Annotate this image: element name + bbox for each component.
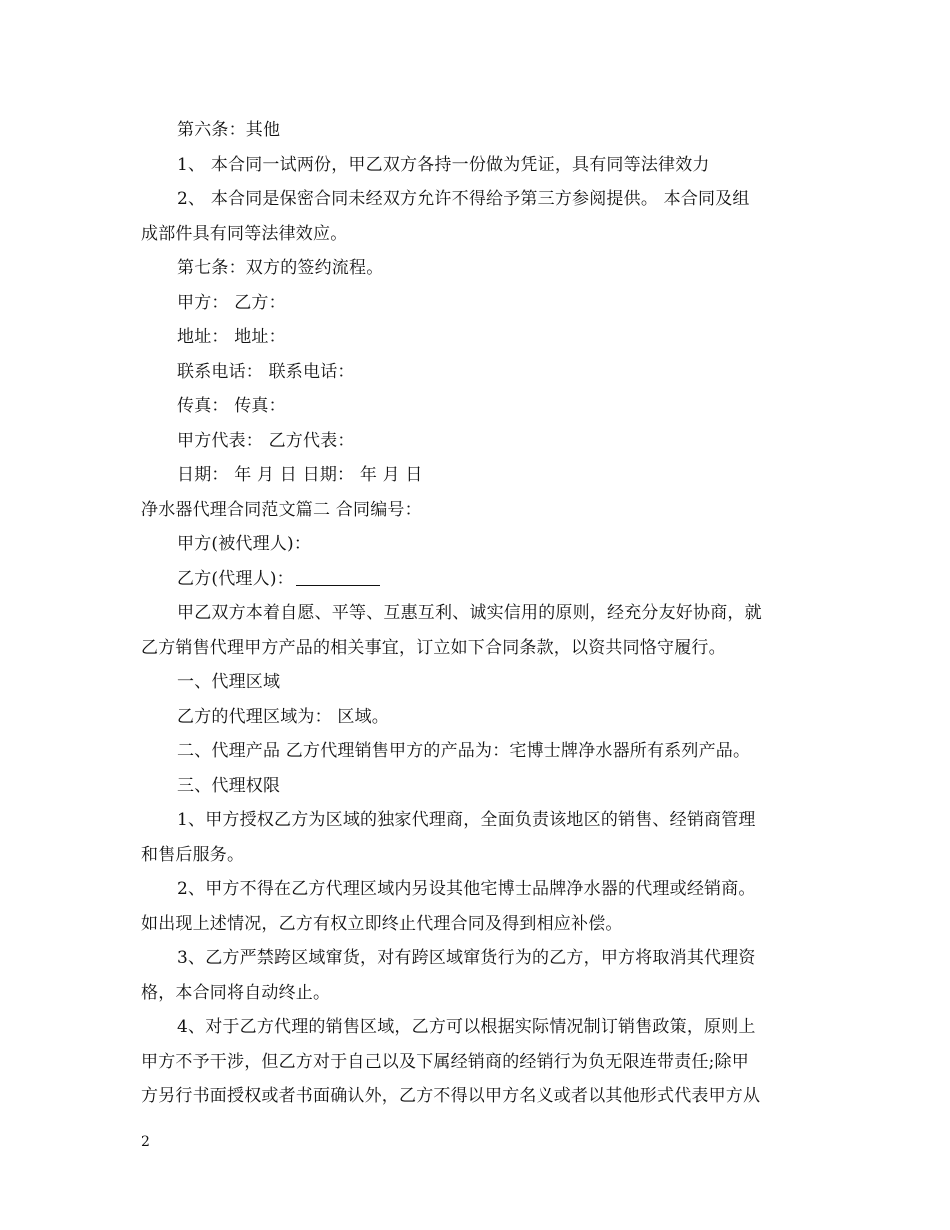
clause-heading: 二、代理产品 乙方代理销售甲方的产品为：宅博士牌净水器所有系列产品。 xyxy=(177,741,751,761)
paragraph-line: 如出现上述情况，乙方有权立即终止代理合同及得到相应补偿。 xyxy=(141,913,623,934)
party-b-label: 乙方(代理人)： xyxy=(177,568,294,589)
paragraph-line: 格，本合同将自动终止。 xyxy=(141,982,331,1003)
blank-underline xyxy=(296,565,380,586)
paragraph-line: 和售后服务。 xyxy=(141,844,245,865)
signature-field-representative: 甲方代表： 乙方代表： xyxy=(177,430,355,451)
article-heading: 第七条：双方的签约流程。 xyxy=(177,258,384,278)
paragraph-line: 乙方销售代理甲方产品的相关事宜，订立如下合同条款，以资共同恪守履行。 xyxy=(141,637,726,658)
paragraph-line: 成部件具有同等法律效应。 xyxy=(141,223,348,244)
paragraph-line: 2、甲方不得在乙方代理区域内另设其他宅博士品牌净水器的代理或经销商。 xyxy=(177,879,756,899)
paragraph-line: 方另行书面授权或者书面确认外，乙方不得以甲方名义或者以其他形式代表甲方从 xyxy=(141,1086,761,1106)
paragraph-line: 乙方的代理区域为： 区域。 xyxy=(177,706,390,727)
paragraph-line: 甲方不予干涉，但乙方对于自己以及下属经销商的经销行为负无限连带责任;除甲 xyxy=(141,1051,749,1072)
page-number: 2 xyxy=(141,1134,150,1150)
party-b-line xyxy=(141,562,816,597)
signature-field-party: 甲方： 乙方： xyxy=(177,292,286,313)
document-body xyxy=(141,113,816,1114)
clause-heading: 一、代理区域 xyxy=(177,672,281,692)
paragraph-line: 4、对于乙方代理的销售区域，乙方可以根据实际情况制订销售政策，原则上 xyxy=(177,1017,756,1037)
paragraph-line: 甲乙双方本着自愿、平等、互惠互利、诚实信用的原则，经充分友好协商，就 xyxy=(177,603,762,623)
article-heading: 第六条：其他 xyxy=(177,120,281,140)
party-a-line: 甲方(被代理人)： xyxy=(177,534,312,554)
signature-field-address: 地址： 地址： xyxy=(177,327,286,347)
paragraph-line: 2、 本合同是保密合同未经双方允许不得给予第三方参阅提供。 本合同及组 xyxy=(177,189,750,209)
paragraph-line: 3、乙方严禁跨区域窜货，对有跨区域窜货行为的乙方，甲方将取消其代理资 xyxy=(177,948,756,968)
clause-heading: 三、代理权限 xyxy=(177,775,281,796)
paragraph-line: 1、甲方授权乙方为区域的独家代理商，全面负责该地区的销售、经销商管理 xyxy=(177,810,756,830)
paragraph-line: 1、 本合同一试两份，甲乙双方各持一份做为凭证，具有同等法律效力 xyxy=(177,154,710,175)
section-title: 净水器代理合同范文篇二 合同编号： xyxy=(141,499,422,520)
signature-field-date: 日期： 年 月 日 日期： 年 月 日 xyxy=(177,465,423,485)
signature-field-fax: 传真： 传真： xyxy=(177,396,286,416)
signature-field-phone: 联系电话： 联系电话： xyxy=(177,361,355,382)
